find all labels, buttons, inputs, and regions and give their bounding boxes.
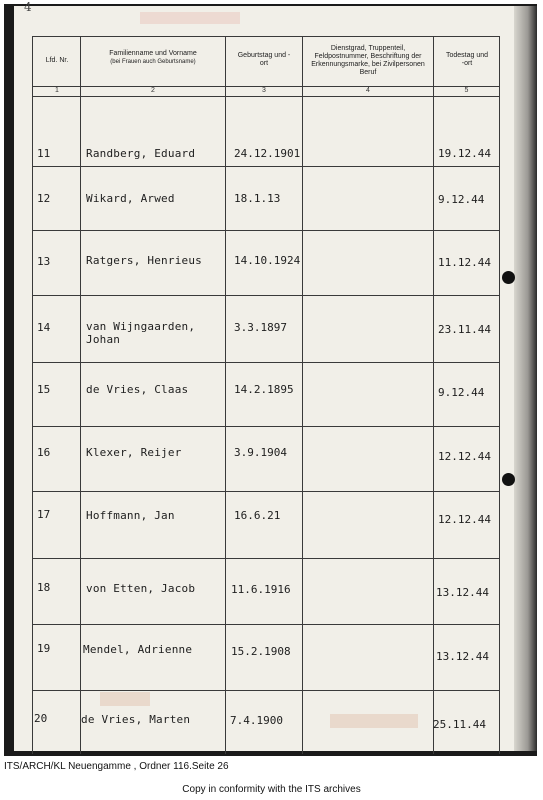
col-divider (32, 36, 33, 754)
row-number: 14 (37, 321, 51, 334)
row-death: 12.12.44 (438, 450, 491, 463)
row-name: Klexer, Reijer (86, 446, 182, 459)
page-edge-shadow (514, 6, 537, 751)
faint-stamp-mark (140, 12, 240, 24)
row-birth: 24.12.1901 (234, 147, 301, 160)
header-lfd-nr: Lfd. Nr. (45, 57, 69, 64)
row-rule (32, 558, 500, 559)
row-death: 9.12.44 (438, 193, 485, 206)
row-name: Wikard, Arwed (86, 192, 175, 205)
row-rule (32, 491, 500, 492)
header-death: Todestag und -ort (445, 52, 489, 67)
row-rule (32, 690, 500, 691)
row-number: 12 (37, 192, 51, 205)
row-rule (32, 624, 500, 625)
row-number: 11 (37, 147, 51, 160)
column-number: 5 (464, 87, 469, 94)
row-rule (32, 166, 500, 167)
header-rank: Dienstgrad, Truppenteil, Feldpostnummer, Beschriftung der Erkennungsmarke, bei Zivilpersonen Beruf (311, 45, 425, 76)
row-name: Ratgers, Henrieus (86, 254, 202, 267)
row-birth: 3.9.1904 (234, 446, 287, 459)
row-name: von Etten, Jacob (86, 582, 196, 595)
row-death: 12.12.44 (438, 513, 491, 526)
row-birth: 16.6.21 (234, 509, 281, 522)
archive-stamp (330, 714, 418, 728)
row-name: van Wijngaarden, (86, 320, 196, 333)
row-birth: 15.2.1908 (231, 645, 291, 658)
page-number: 4 (24, 0, 32, 14)
row-number: 20 (34, 712, 48, 725)
row-birth: 3.3.1897 (234, 321, 287, 334)
header-birth: Geburtstag und -ort (237, 52, 291, 67)
table-top-rule (32, 36, 500, 37)
row-rule (32, 230, 500, 231)
row-death: 11.12.44 (438, 256, 491, 269)
col-divider (80, 36, 81, 754)
row-number: 17 (37, 508, 51, 521)
row-death: 13.12.44 (436, 650, 489, 663)
row-name: Mendel, Adrienne (83, 643, 193, 656)
row-number: 13 (37, 255, 51, 268)
col-divider (499, 36, 500, 754)
row-death: 19.12.44 (438, 147, 491, 160)
archive-stamp (100, 692, 150, 706)
row-birth: 7.4.1900 (230, 714, 283, 727)
row-rule (32, 362, 500, 363)
row-birth: 14.10.1924 (234, 254, 301, 267)
row-rule (32, 426, 500, 427)
header-name: Familienname und Vorname (109, 50, 197, 57)
row-birth: 14.2.1895 (234, 383, 294, 396)
binder-hole (502, 271, 515, 284)
row-number: 15 (37, 383, 51, 396)
binder-hole (502, 473, 515, 486)
row-death: 23.11.44 (438, 323, 491, 336)
row-number: 19 (37, 642, 51, 655)
archive-reference: ITS/ARCH/KL Neuengamme , Ordner 116.Seite 26 (4, 761, 229, 772)
document-page (14, 6, 514, 751)
column-number: 1 (55, 87, 59, 94)
row-birth: 18.1.13 (234, 192, 281, 205)
row-death: 9.12.44 (438, 386, 485, 399)
row-number: 18 (37, 581, 51, 594)
conformity-note: Copy in conformity with the ITS archives (182, 784, 361, 795)
col-divider (433, 36, 434, 754)
row-name: Hoffmann, Jan (86, 509, 175, 522)
row-name: de Vries, Claas (86, 383, 189, 396)
col-divider (225, 36, 226, 754)
row-number: 16 (37, 446, 51, 459)
column-number: 3 (262, 87, 266, 94)
row-name: de Vries, Marten (81, 713, 191, 726)
row-birth: 11.6.1916 (231, 583, 291, 596)
row-rule (32, 295, 500, 296)
colnum-bottom-rule (32, 96, 500, 97)
column-number: 4 (366, 87, 370, 94)
column-number: 2 (151, 87, 155, 94)
header-name-sub: (bei Frauen auch Geburtsname) (110, 59, 196, 65)
col-divider (302, 36, 303, 754)
row-death: 25.11.44 (433, 718, 486, 731)
row-name-line2: Johan (86, 333, 121, 346)
row-death: 13.12.44 (436, 586, 489, 599)
row-name: Randberg, Eduard (86, 147, 196, 160)
